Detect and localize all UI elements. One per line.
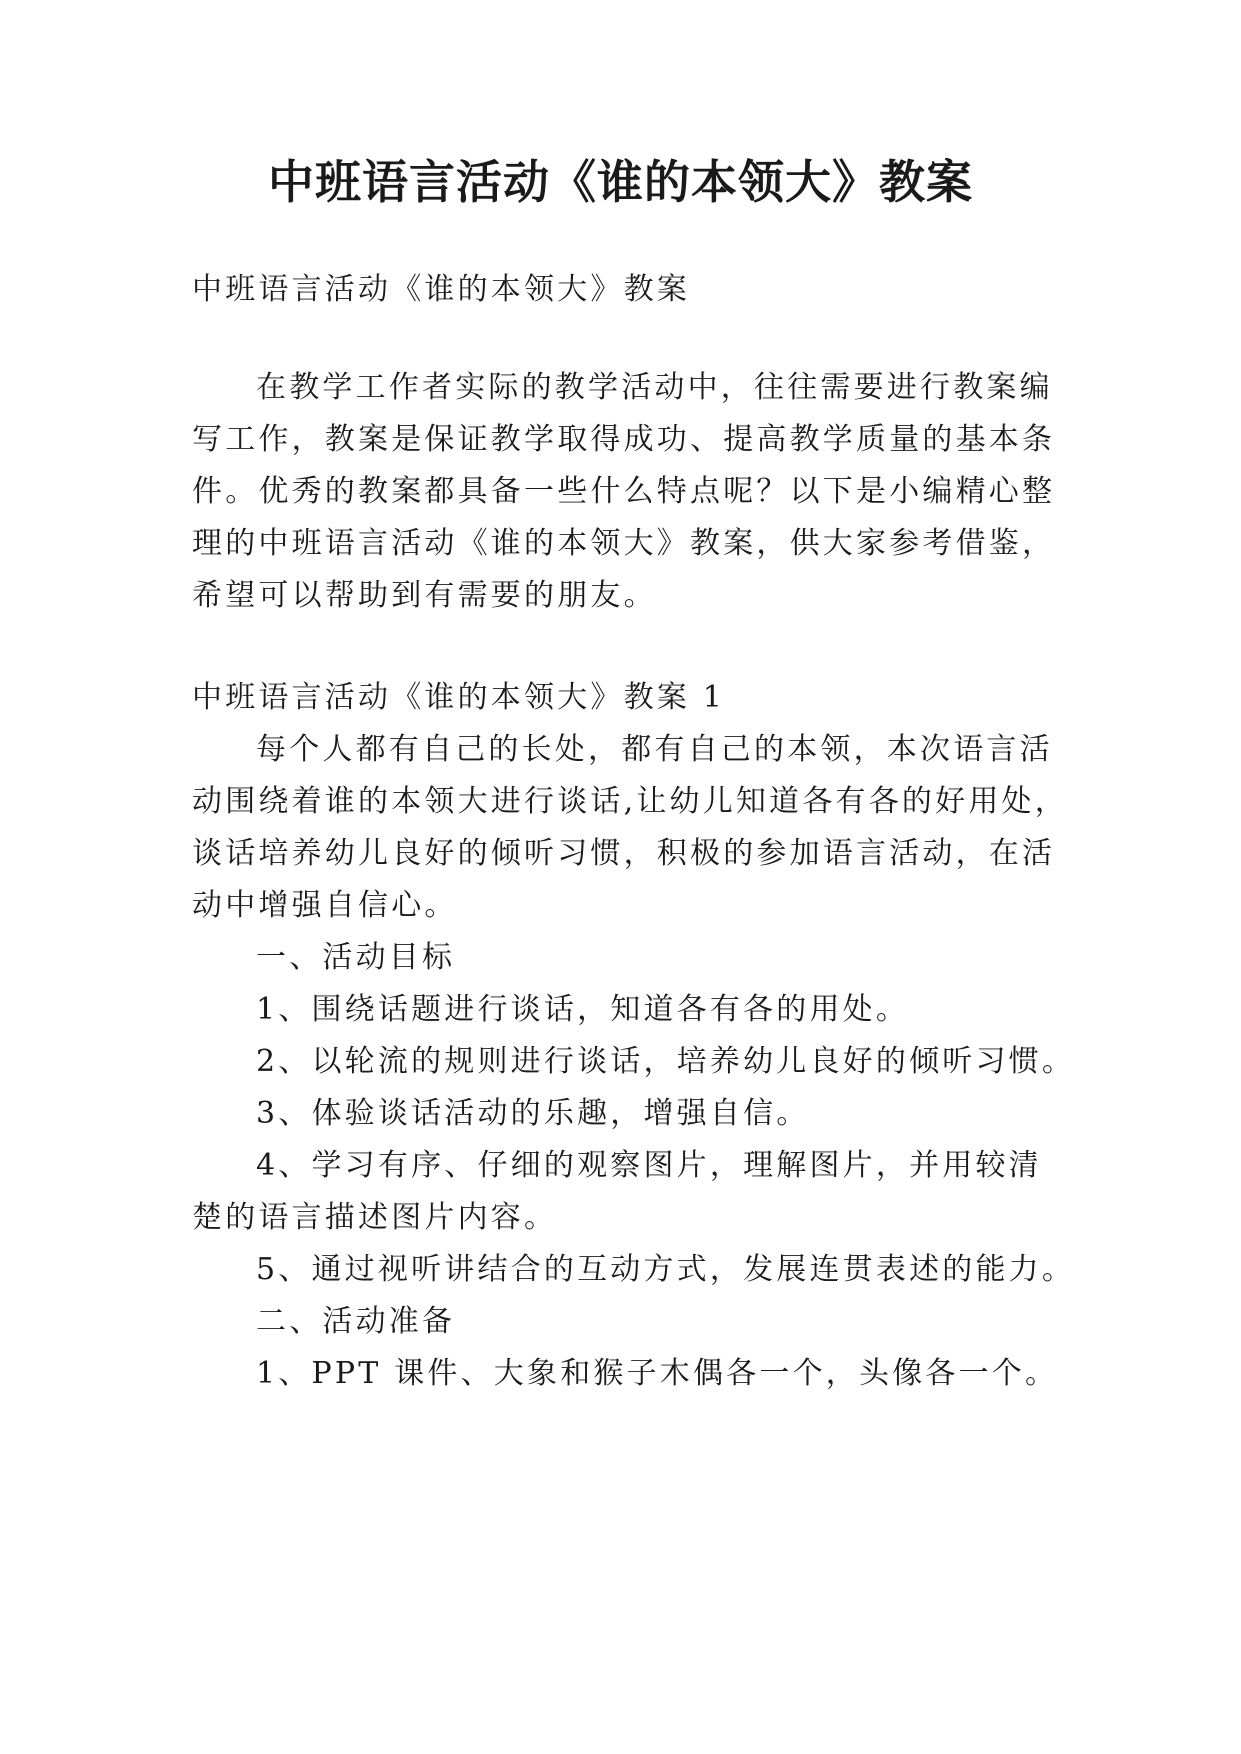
document-subtitle: 中班语言活动《谁的本领大》教案 bbox=[192, 272, 690, 307]
intro-paragraph-line: 件。优秀的教案都具备一些什么特点呢？以下是小编精心整 bbox=[192, 474, 1056, 509]
section-line: 二、活动准备 bbox=[256, 1304, 456, 1339]
section-line: 每个人都有自己的长处，都有自己的本领，本次语言活 bbox=[256, 732, 1053, 767]
section-line: 谈话培养幼儿良好的倾听习惯，积极的参加语言活动，在活 bbox=[192, 836, 1056, 871]
intro-paragraph-line: 写工作，教案是保证教学取得成功、提高教学质量的基本条 bbox=[192, 422, 1056, 457]
section-line: 一、活动目标 bbox=[256, 940, 456, 975]
section-line: 3、体验谈话活动的乐趣，增强自信。 bbox=[256, 1096, 810, 1131]
document-title: 中班语言活动《谁的本领大》教案 bbox=[268, 155, 973, 209]
section-line: 4、学习有序、仔细的观察图片，理解图片，并用较清 bbox=[256, 1148, 1042, 1183]
section-line: 5、通过视听讲结合的互动方式，发展连贯表述的能力。 bbox=[256, 1252, 1076, 1287]
section-line: 1、PPT 课件、大象和猴子木偶各一个，头像各一个。 bbox=[256, 1356, 1059, 1391]
intro-paragraph-line: 希望可以帮助到有需要的朋友。 bbox=[192, 578, 657, 613]
section-line: 2、以轮流的规则进行谈话，培养幼儿良好的倾听习惯。 bbox=[256, 1044, 1076, 1079]
intro-paragraph-line: 在教学工作者实际的教学活动中，往往需要进行教案编 bbox=[256, 370, 1053, 405]
section-line: 1、围绕话题进行谈话，知道各有各的用处。 bbox=[256, 992, 910, 1027]
section-line: 动围绕着谁的本领大进行谈话,让幼儿知道各有各的好用处， bbox=[192, 784, 1068, 819]
section-line: 楚的语言描述图片内容。 bbox=[192, 1200, 558, 1235]
section-line: 动中增强自信心。 bbox=[192, 888, 458, 923]
section-heading: 中班语言活动《谁的本领大》教案 1 bbox=[192, 680, 726, 715]
intro-paragraph-line: 理的中班语言活动《谁的本领大》教案，供大家参考借鉴， bbox=[192, 526, 1056, 561]
